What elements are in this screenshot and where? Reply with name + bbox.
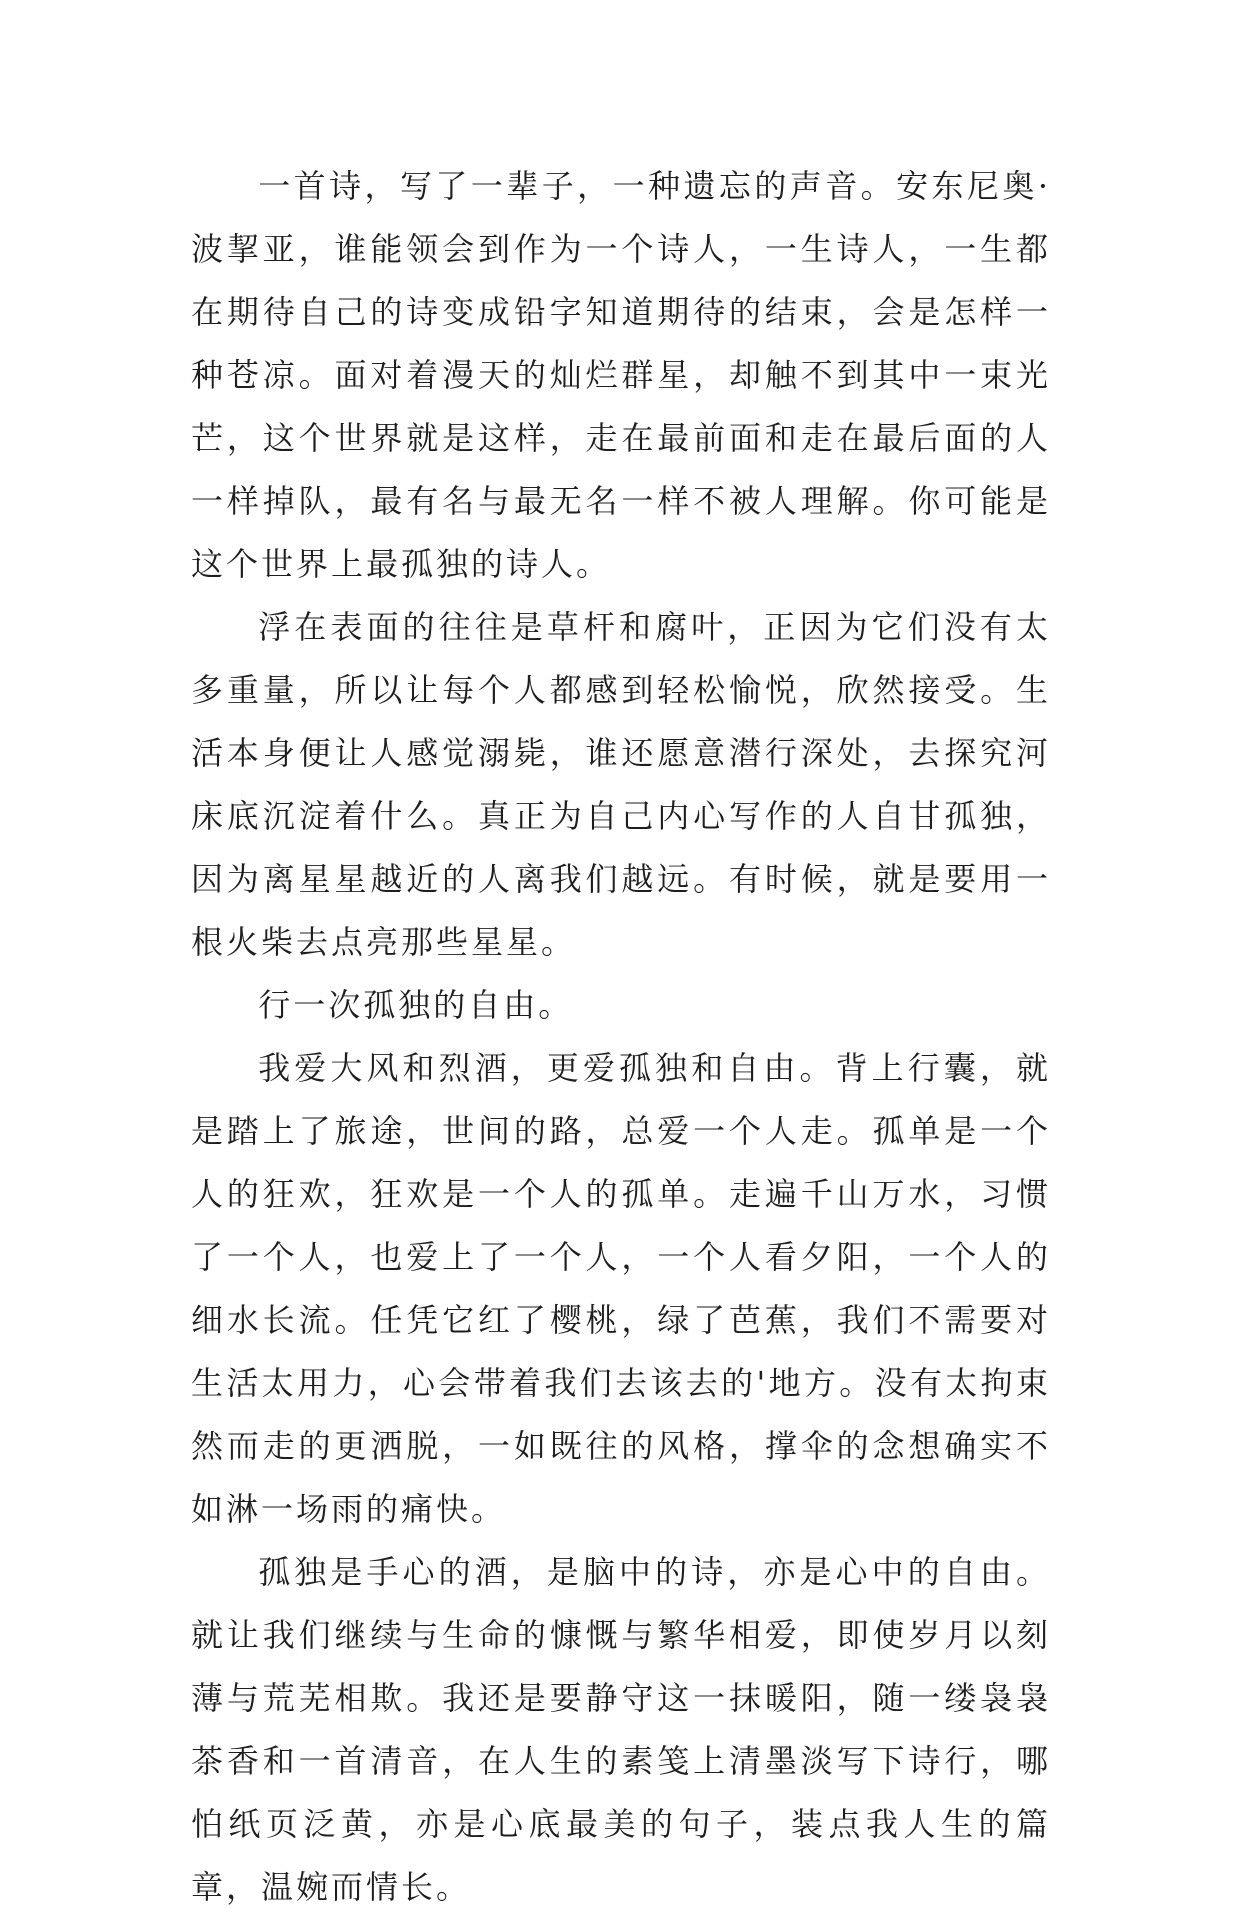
paragraph-freedom-heading: 行一次孤独的自由。 [258, 986, 574, 1024]
paragraph-poet: 一首诗，写了一辈子，一种遗忘的声音。安东尼奥·波挈亚，谁能领会到作为一个诗人，一生诗人，一生都在期待自己的诗变成铅字知道期待的结束，会是怎样一种苍凉。面对着漫天的灿烂群星，却触不到其中一束光芒，这个世界就是这样，走在最前面和走在最后面的人一样掉队，最有名与最无名一样不被人理解。你可能是这个世界上最孤独的诗人。 [191, 167, 1051, 583]
paragraph-solitude: 孤独是手心的酒，是脑中的诗，亦是心中的自由。就让我们继续与生命的慷慨与繁华相爱，即使岁月以刻薄与荒芜相欺。我还是要静守这一抹暖阳，随一缕袅袅茶香和一首清音，在人生的素笺上清墨淡写下诗行，哪怕纸页泛黄，亦是心底最美的句子，装点我人生的篇章，温婉而情长。 [191, 1553, 1051, 1906]
document-body [191, 155, 1051, 1919]
paragraph-surface: 浮在表面的往往是草杆和腐叶，正因为它们没有太多重量，所以让每个人都感到轻松愉悦，欣然接受。生活本身便让人感觉溺毙，谁还愿意潜行深处，去探究河床底沉淀着什么。真正为自己内心写作的人自甘孤独，因为离星星越近的人离我们越远。有时候，就是要用一根火柴去点亮那些星星。 [191, 608, 1051, 961]
paragraph-wind-and-wine: 我爱大风和烈酒，更爱孤独和自由。背上行囊，就是踏上了旅途，世间的路，总爱一个人走。孤单是一个人的狂欢，狂欢是一个人的孤单。走遍千山万水，习惯了一个人，也爱上了一个人，一个人看夕阳，一个人的细水长流。任凭它红了樱桃，绿了芭蕉，我们不需要对生活太用力，心会带着我们去该去的'地方。没有太拘束然而走的更洒脱，一如既往的风格，撑伞的念想确实不如淋一场雨的痛快。 [191, 1049, 1051, 1528]
